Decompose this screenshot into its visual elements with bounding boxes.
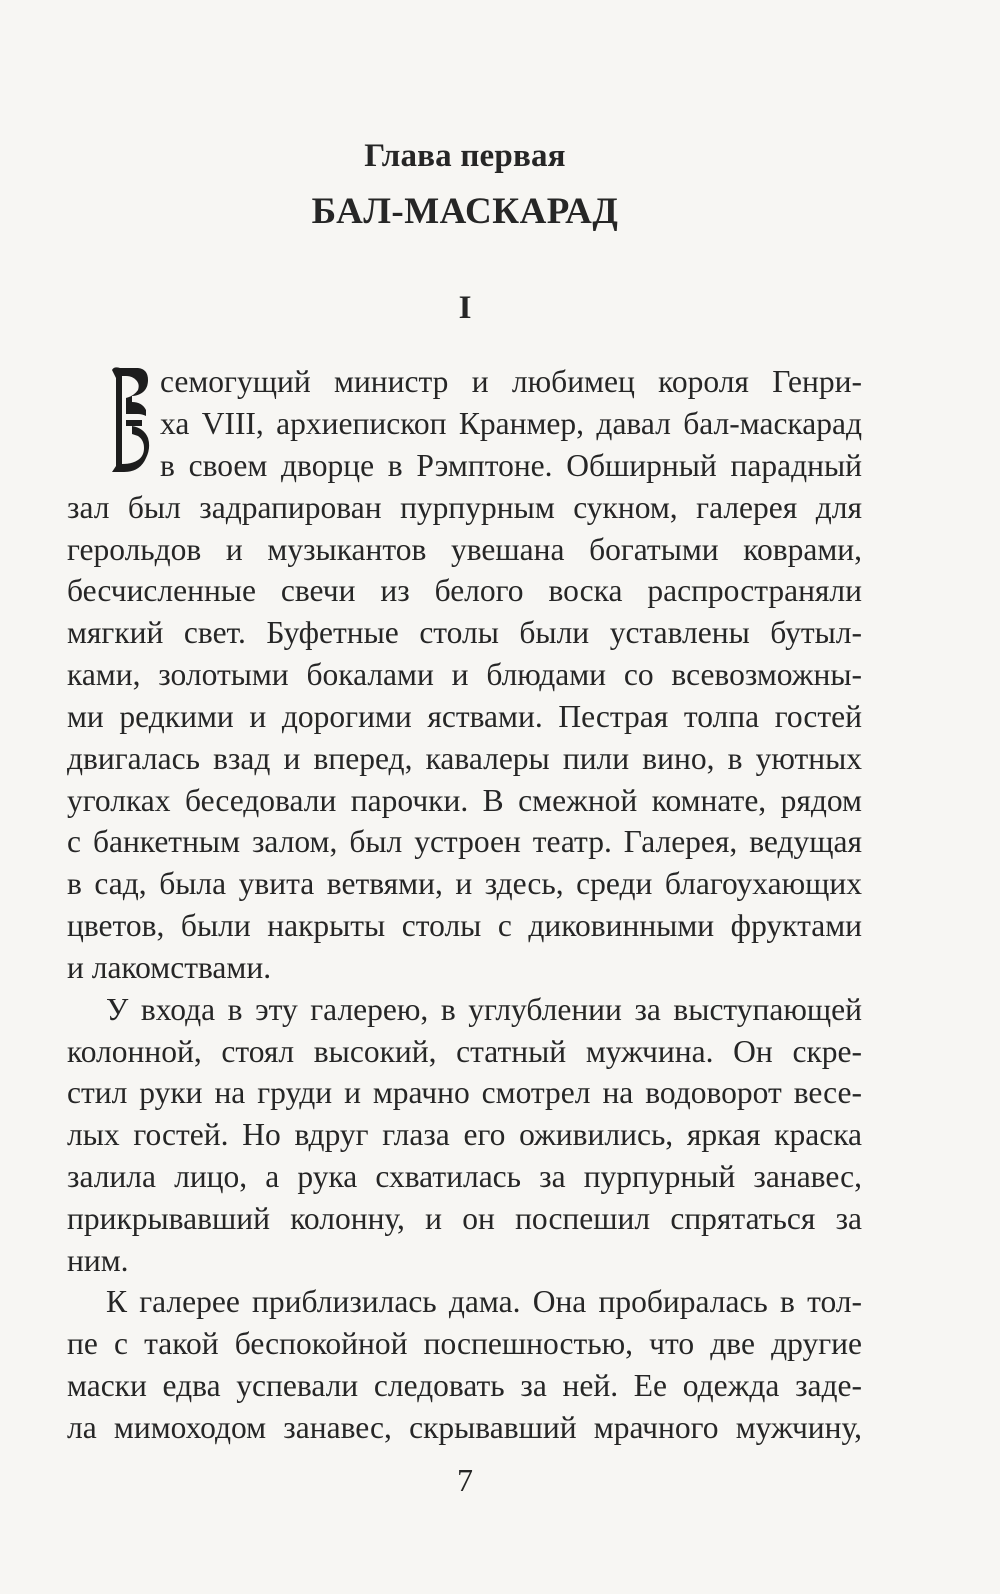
body-line: ками, золотыми бокалами и блюдами со всевозможны- — [67, 657, 862, 692]
body-line: ха VIII, архиепископ Кранмер, давал бал-маскарад — [160, 406, 862, 441]
body-line: стил руки на груди и мрачно смотрел на водоворот весе- — [67, 1075, 862, 1110]
body-line: цветов, были накрыты столы с диковинными фруктами — [67, 908, 862, 943]
body-line: ми редкими и дорогими яствами. Пестрая толпа гостей — [67, 699, 862, 734]
body-line: с банкетным залом, был устроен театр. Галерея, ведущая — [67, 824, 862, 859]
body-line: в своем дворце в Рэмптоне. Обширный парадный — [160, 448, 862, 483]
dropcap-letter-ornament — [108, 364, 152, 476]
body-line: в сад, была увита ветвями, и здесь, среди благоухающих — [67, 866, 862, 901]
body-line: уголках беседовали парочки. В смежной комнате, рядом — [67, 783, 862, 818]
body-line: двигалась взад и вперед, кавалеры пили вино, в уютных — [67, 741, 862, 776]
body-line: У входа в эту галерею, в углублении за выступающей — [106, 992, 862, 1027]
body-line: колонной, стоял высокий, статный мужчина. Он скре- — [67, 1034, 862, 1069]
body-line: герольдов и музыкантов увешана богатыми коврами, — [67, 532, 862, 567]
body-line: семогущий министр и любимец короля Генри- — [160, 364, 862, 399]
body-line: и лакомствами. — [67, 950, 272, 985]
body-line: бесчисленные свечи из белого воска распространяли — [67, 573, 862, 608]
body-line: ним. — [67, 1243, 129, 1278]
body-line: мягкий свет. Буфетные столы были уставлены бутыл- — [67, 615, 862, 650]
body-line: маски едва успевали следовать за ней. Ее одежда заде- — [67, 1368, 862, 1403]
chapter-label: Глава первая — [364, 138, 566, 174]
body-line: ла мимоходом занавес, скрывавший мрачного мужчину, — [67, 1410, 862, 1445]
page-number: 7 — [457, 1462, 473, 1498]
body-line: прикрывавший колонну, и он поспешил спрятаться за — [67, 1201, 862, 1236]
section-number: I — [458, 290, 472, 326]
chapter-title: БАЛ-МАСКАРАД — [311, 191, 619, 232]
body-line: лых гостей. Но вдруг глаза его оживились, яркая краска — [67, 1117, 862, 1152]
body-line: зал был задрапирован пурпурным сукном, галерея для — [67, 490, 862, 525]
body-line: залила лицо, а рука схватилась за пурпурный занавес, — [67, 1159, 862, 1194]
body-line: пе с такой беспокойной поспешностью, что две другие — [67, 1326, 862, 1361]
body-line: К галерее приблизилась дама. Она пробиралась в тол- — [106, 1284, 862, 1319]
